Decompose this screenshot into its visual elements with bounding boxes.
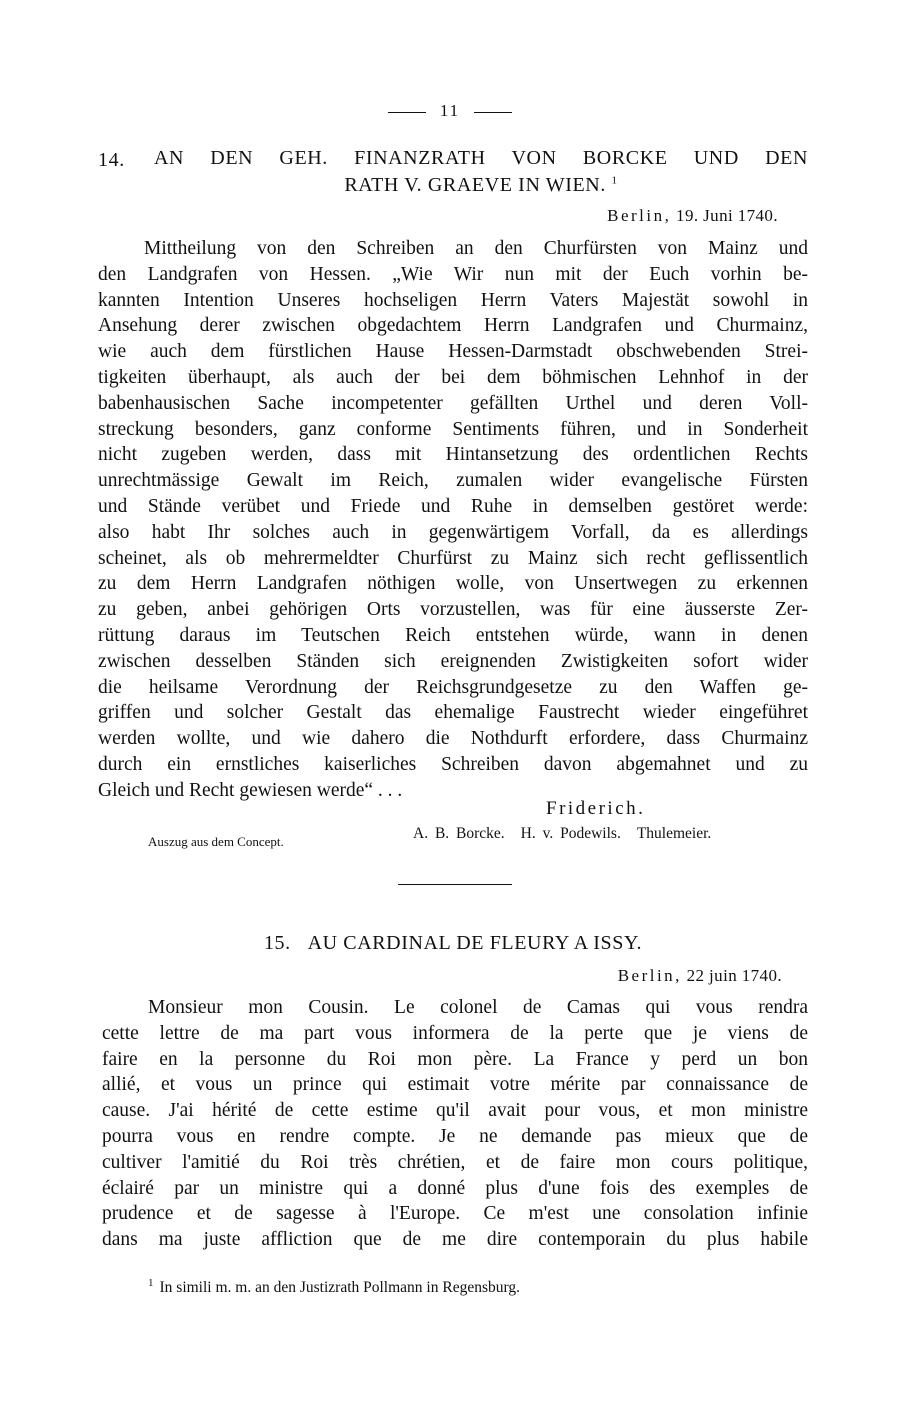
letter-14-number: 14.: [98, 149, 125, 171]
body-line: griffen und solcher Gestalt das ehemalige Faustrecht wieder eingeführet: [98, 702, 808, 724]
body-line: die heilsame Verordnung der Reichsgrundgesetze zu den Waffen ge-: [98, 676, 808, 698]
section-divider: [398, 884, 512, 885]
letter-14-body: [98, 236, 808, 804]
letter-15-body: [102, 995, 808, 1253]
letter-15-title: AU CARDINAL DE FLEURY A ISSY.: [307, 932, 643, 954]
body-line: Gleich und Recht gewiesen werde“ . . .: [98, 779, 403, 801]
body-line: zu dem Herrn Landgrafen nöthigen wolle, von Unsertwegen zu erkennen: [98, 573, 808, 595]
letter-14-date: 19. Juni 1740.: [676, 206, 778, 225]
letter-15-heading: [98, 930, 808, 957]
letter-14-source-note: Auszug aus dem Concept.: [148, 834, 284, 849]
body-line: streckung besonders, ganz conforme Sentiments führen, und in Sonderheit: [98, 418, 808, 440]
body-line: zu geben, anbei gehörigen Orts vorzustellen, was für eine äusserste Zer-: [98, 599, 808, 621]
page-number-dash-left: [388, 112, 426, 113]
body-line: unrechtmässige Gewalt im Reich, zumalen wider evangelische Fürsten: [98, 470, 808, 492]
letter-14-heading: [98, 145, 808, 199]
body-line: babenhausischen Sache incompetenter gefällten Urthel und deren Voll-: [98, 392, 808, 414]
body-line: rüttung daraus im Teutschen Reich entstehen würde, wann in denen: [98, 624, 808, 646]
countersigner-borcke: A. B. Borcke.: [413, 825, 505, 842]
body-line: faire en la personne du Roi mon père. La France y perd un bon: [102, 1048, 808, 1070]
body-line: also habt Ihr solches auch in gegenwärtigem Vorfall, da es allerdings: [98, 521, 808, 543]
body-line: Ansehung derer zwischen obgedachtem Herrn Landgrafen und Churmainz,: [98, 315, 808, 337]
body-line: allié, et vous un prince qui estimait votre mérite par connaissance de: [102, 1074, 808, 1096]
letter-14-title-line-2: RATH V. GRAEVE IN WIEN. $^1$: [344, 174, 618, 196]
footnote-text: In simili m. m. an den Justizrath Pollmann in Regensburg.: [159, 1279, 520, 1297]
page-number: 11: [0, 101, 900, 121]
letter-15-number: 15.: [263, 932, 291, 954]
body-line: cause. J'ai hérité de cette estime qu'il avait pour vous, et mon ministre: [102, 1100, 808, 1122]
footnote: [148, 1277, 520, 1297]
letter-14-place: Berlin,: [607, 206, 672, 225]
body-line: werden wollte, und wie dahero die Nothdurft erfordere, dass Churmainz: [98, 728, 808, 750]
letter-14-signature: Friderich.: [546, 798, 646, 819]
footnote-mark: 1: [148, 1277, 154, 1289]
body-line: pourra vous en rendre compte. Je ne demande pas mieux que de: [102, 1125, 808, 1147]
body-line: éclairé par un ministre qui a donné plus d'une fois des exemples de: [102, 1177, 808, 1199]
body-line: cultiver l'amitié du Roi très chrétien, et de faire mon cours politique,: [102, 1151, 808, 1173]
page-number-dash-right: [474, 112, 512, 113]
body-line: scheinet, als ob mehrermeldter Churfürst zu Mainz sich recht geflissentlich: [98, 547, 808, 569]
letter-15-dateline: [618, 966, 782, 986]
body-line: den Landgrafen von Hessen. „Wie Wir nun mit der Euch vorhin be-: [98, 263, 808, 285]
body-line: Monsieur mon Cousin. Le colonel de Camas qui vous rendra: [148, 997, 808, 1018]
body-line: wie auch dem fürstlichen Hause Hessen-Darmstadt obschwebenden Strei-: [98, 341, 808, 363]
body-line: tigkeiten überhaupt, als auch der bei dem böhmischen Lehnhof in der: [98, 366, 808, 388]
letter-15-date: 22 juin 1740.: [686, 966, 782, 985]
letter-14-dateline: [607, 206, 778, 226]
body-line: prudence et de sagesse à l'Europe. Ce m'est une consolation infinie: [102, 1203, 808, 1225]
letter-14-title-line-1: AN DEN GEH. FINANZRATH VON BORCKE UND DEN: [154, 147, 808, 169]
countersigner-podewils: H. v. Podewils.: [520, 825, 621, 842]
letter-14-countersigners: [413, 825, 727, 843]
body-line: cette lettre de ma part vous informera de la perte que je viens de: [102, 1022, 808, 1044]
body-line: Mittheilung von den Schreiben an den Churfürsten von Mainz und: [144, 238, 808, 259]
body-line: kannten Intention Unseres hochseligen Herrn Vaters Majestät sowohl in: [98, 289, 808, 311]
body-line: durch ein ernstliches kaiserliches Schreiben davon abgemahnet und zu: [98, 753, 808, 775]
body-line: zwischen desselben Ständen sich ereignenden Zwistigkeiten sofort wider: [98, 650, 808, 672]
body-line: dans ma juste affliction que de me dire contemporain du plus habile: [102, 1229, 808, 1251]
letter-15-place: Berlin,: [617, 966, 682, 985]
countersigner-thulemeier: Thulemeier.: [636, 825, 712, 842]
body-line: und Stände verübet und Friede und Ruhe in demselben gestöret werde:: [98, 495, 808, 517]
body-line: nicht zugeben werden, dass mit Hintansetzung des ordentlichen Rechts: [98, 444, 808, 466]
footnote-reference[interactable]: 1: [611, 174, 618, 187]
